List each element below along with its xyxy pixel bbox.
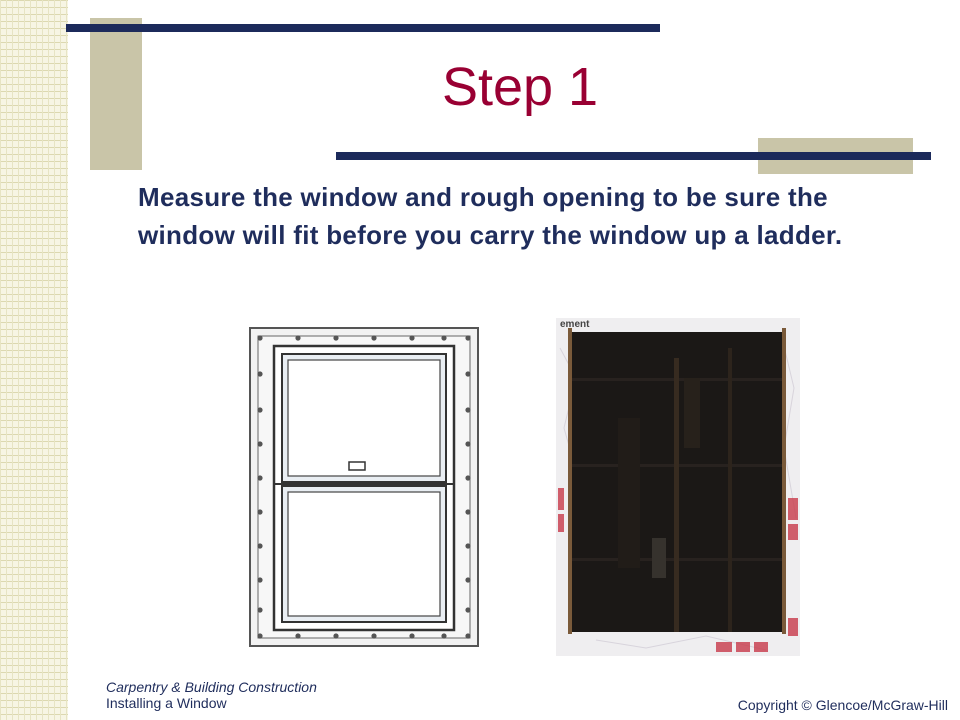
- footer-topic: Installing a Window: [106, 695, 227, 711]
- rough-opening-photo: [556, 318, 800, 656]
- photo-wrap-label: ement: [560, 319, 590, 330]
- left-stripe-pattern: [0, 0, 68, 720]
- window-illustration: [246, 326, 482, 650]
- footer-copyright: Copyright © Glencoe/McGraw-Hill: [737, 697, 948, 713]
- title-underline-rule: [336, 152, 931, 160]
- footer-course-title: Carpentry & Building Construction: [106, 679, 317, 695]
- top-left-accent-block: [90, 18, 142, 170]
- slide-title: Step 1: [441, 57, 599, 117]
- step-instruction: Measure the window and rough opening to be sure the window will fit before you carry the window up a ladder.: [138, 182, 843, 250]
- footer-course-info: [106, 679, 317, 711]
- top-rule: [66, 24, 660, 32]
